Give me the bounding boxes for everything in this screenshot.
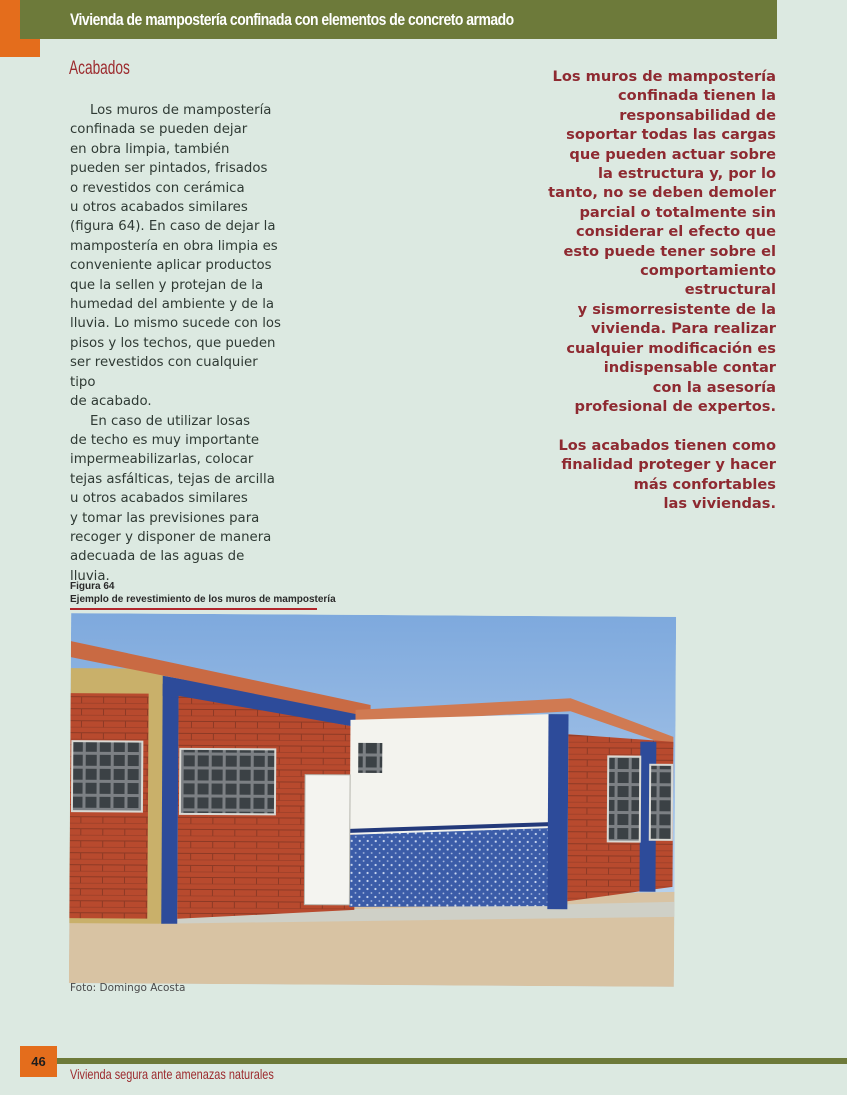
footer-title: Vivienda segura ante amenazas naturales <box>70 1066 274 1082</box>
section-title: Acabados <box>69 58 130 79</box>
figure-label: Figura 64 <box>70 581 115 592</box>
callout-text <box>546 67 776 513</box>
callout-paragraph-1: Los muros de mampostería confinada tienen la responsabilidad de soportar todas las cargas que pueden actuar sobre la estructura y, por lo tanto, no se deben demoler parcial o totalmente sin considerar el efecto que esto puede tener sobre el comportamiento estructural y sismorresistente de la vivienda. Para realizar cualquier modificación es indispensable contar con la asesoría profesional de expertos. <box>548 68 776 415</box>
header-title: Vivienda de mampostería confinada con elementos de concreto armado <box>70 10 514 29</box>
figure-caption: Ejemplo de revestimiento de los muros de mampostería <box>70 593 317 610</box>
header-bar <box>20 0 777 39</box>
page-number: 46 <box>20 1046 57 1077</box>
photo-credit: Foto: Domingo Acosta <box>70 982 186 994</box>
footer-bar <box>56 1058 847 1064</box>
figure-photo <box>69 613 676 987</box>
callout-paragraph-2: Los acabados tienen como finalidad proteger y hacer más confortables las viviendas. <box>558 436 776 512</box>
body-text <box>70 101 285 586</box>
body-paragraph-1: Los muros de mampostería confinada se pueden dejar en obra limpia, también pueden ser pintados, frisados o revestidos con cerámica u otros acabados similares (figura 64). En caso de dejar la mampostería en obra limpia es conveniente aplicar productos que la sellen y protejan de la humedad del ambiente y de la lluvia. Lo mismo sucede con los pisos y los techos, que pueden ser revestidos con cualquier tipo de acabado. <box>70 103 281 410</box>
body-paragraph-2: En caso de utilizar losas de techo es muy importante impermeabilizarlas, colocar tejas asfálticas, tejas de arcilla u otros acabados similares y tomar las previsiones para recoger y disponer de manera adecuada de las aguas de lluvia. <box>70 413 275 584</box>
